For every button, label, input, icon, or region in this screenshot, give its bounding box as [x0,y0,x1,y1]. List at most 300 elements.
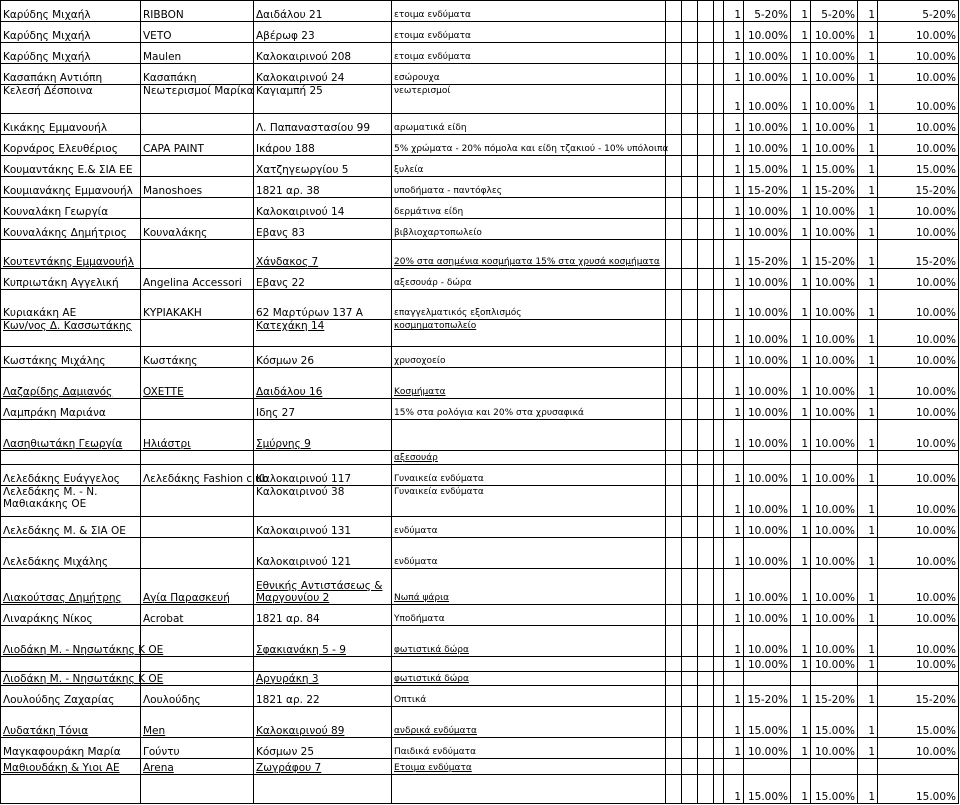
brand-cell[interactable]: Acrobat [141,604,254,625]
category-cell[interactable]: ενδύματα [392,517,666,538]
empty-cell[interactable] [682,419,698,450]
empty-cell[interactable] [698,268,714,289]
discount-cell[interactable]: 10.00% [744,738,791,759]
category-cell[interactable]: εσώρουχα [392,64,666,85]
empty-cell[interactable] [698,450,714,464]
empty-cell[interactable] [666,538,682,569]
discount-cell[interactable]: 10.00% [811,738,858,759]
count-cell[interactable]: 1 [858,239,878,268]
count-cell[interactable]: 1 [858,486,878,517]
discount-cell[interactable]: 10.00% [744,604,791,625]
count-cell[interactable]: 1 [791,85,811,114]
discount-cell[interactable]: 10.00% [744,517,791,538]
discount-cell[interactable]: 15.00% [878,707,959,738]
owner-cell[interactable]: Κουμιανάκης Εμμανουήλ [1,176,141,197]
count-cell[interactable] [724,759,744,774]
empty-cell[interactable] [714,43,724,64]
category-cell[interactable]: 20% στα ασημένια κοσμήματα 15% στα χρυσά κοσμήματα [392,239,666,268]
count-cell[interactable]: 1 [724,738,744,759]
empty-cell[interactable] [698,672,714,686]
brand-cell[interactable]: RIBBON [141,1,254,22]
discount-cell[interactable]: 10.00% [811,22,858,43]
empty-cell[interactable] [682,197,698,218]
count-cell[interactable]: 1 [858,134,878,155]
empty-cell[interactable] [714,656,724,671]
empty-cell[interactable] [698,569,714,604]
empty-cell[interactable] [714,320,724,347]
discount-cell[interactable]: 15-20% [811,176,858,197]
empty-cell[interactable] [682,450,698,464]
owner-cell[interactable]: Μαθιουδάκη & Υιοι ΑΕ [1,759,141,774]
empty-cell[interactable] [698,134,714,155]
discount-cell[interactable]: 10.00% [811,656,858,671]
empty-cell[interactable] [682,538,698,569]
discount-cell[interactable]: 10.00% [811,320,858,347]
category-cell[interactable] [392,419,666,450]
discount-cell[interactable]: 10.00% [744,538,791,569]
count-cell[interactable]: 1 [791,569,811,604]
discount-cell[interactable]: 10.00% [744,268,791,289]
category-cell[interactable]: ενδύματα [392,538,666,569]
empty-cell[interactable] [714,347,724,368]
count-cell[interactable]: 1 [724,486,744,517]
empty-cell[interactable] [682,569,698,604]
count-cell[interactable] [858,672,878,686]
count-cell[interactable] [791,450,811,464]
discount-cell[interactable]: 10.00% [811,538,858,569]
empty-cell[interactable] [682,604,698,625]
brand-cell[interactable]: Men [141,707,254,738]
count-cell[interactable]: 1 [791,320,811,347]
category-cell[interactable]: Οπτικά [392,686,666,707]
count-cell[interactable] [791,759,811,774]
count-cell[interactable]: 1 [724,239,744,268]
discount-cell[interactable]: 10.00% [878,347,959,368]
count-cell[interactable]: 1 [791,347,811,368]
category-cell[interactable]: 5% χρώματα - 20% πόμολα και είδη τζακιού - 10% υπόλοιπα [392,134,666,155]
count-cell[interactable]: 1 [791,656,811,671]
empty-cell[interactable] [714,218,724,239]
count-cell[interactable]: 1 [791,155,811,176]
empty-cell[interactable] [714,197,724,218]
empty-cell[interactable] [666,197,682,218]
count-cell[interactable]: 1 [858,604,878,625]
empty-cell[interactable] [698,176,714,197]
empty-cell[interactable] [666,113,682,134]
count-cell[interactable]: 1 [858,419,878,450]
empty-cell[interactable] [682,320,698,347]
empty-cell[interactable] [698,218,714,239]
count-cell[interactable]: 1 [724,22,744,43]
count-cell[interactable]: 1 [858,320,878,347]
brand-cell[interactable] [141,155,254,176]
category-cell[interactable]: Γυναικεία ενδύματα [392,465,666,486]
empty-cell[interactable] [682,774,698,803]
discount-cell[interactable]: 15.00% [744,707,791,738]
owner-cell[interactable] [1,774,141,803]
count-cell[interactable]: 1 [724,134,744,155]
address-cell[interactable]: Καλοκαιρινού 208 [254,43,392,64]
category-cell[interactable]: Υποδήματα [392,604,666,625]
count-cell[interactable]: 1 [858,43,878,64]
owner-cell[interactable]: Καρύδης Μιχαήλ [1,43,141,64]
empty-cell[interactable] [666,320,682,347]
owner-cell[interactable]: Μαγκαφουράκη Μαρία [1,738,141,759]
count-cell[interactable]: 1 [791,289,811,320]
address-cell[interactable]: 1821 αρ. 84 [254,604,392,625]
count-cell[interactable]: 1 [858,1,878,22]
discount-cell[interactable]: 10.00% [744,43,791,64]
empty-cell[interactable] [714,134,724,155]
count-cell[interactable] [858,759,878,774]
owner-cell[interactable]: Κυπριωτάκη Αγγελική [1,268,141,289]
count-cell[interactable]: 1 [858,197,878,218]
category-cell[interactable]: ετοιμα ενδύματα [392,43,666,64]
brand-cell[interactable]: Maulen [141,43,254,64]
address-cell[interactable]: Κόσμων 26 [254,347,392,368]
empty-cell[interactable] [682,85,698,114]
discount-cell[interactable]: 15-20% [744,686,791,707]
empty-cell[interactable] [714,759,724,774]
discount-cell[interactable]: 10.00% [878,517,959,538]
discount-cell[interactable]: 10.00% [878,218,959,239]
owner-cell[interactable]: Κωστάκης Μιχάλης [1,347,141,368]
owner-cell[interactable]: Λελεδάκης Μ. & ΣΙΑ ΟΕ [1,517,141,538]
empty-cell[interactable] [666,738,682,759]
brand-cell[interactable]: Angelina Accessori [141,268,254,289]
brand-cell[interactable]: OXETTE [141,368,254,399]
count-cell[interactable]: 1 [724,218,744,239]
category-cell[interactable]: αξεσουάρ - δώρα [392,268,666,289]
empty-cell[interactable] [666,672,682,686]
category-cell[interactable]: ετοιμα ενδύματα [392,1,666,22]
count-cell[interactable]: 1 [858,625,878,656]
owner-cell[interactable]: Λαμπράκη Μαριάνα [1,398,141,419]
discount-cell[interactable]: 10.00% [744,113,791,134]
empty-cell[interactable] [682,43,698,64]
count-cell[interactable]: 1 [724,465,744,486]
count-cell[interactable]: 1 [791,1,811,22]
address-cell[interactable]: 62 Μαρτύρων 137 Α [254,289,392,320]
empty-cell[interactable] [682,738,698,759]
empty-cell[interactable] [666,155,682,176]
empty-cell[interactable] [666,517,682,538]
discount-cell[interactable]: 10.00% [878,268,959,289]
count-cell[interactable]: 1 [724,538,744,569]
address-cell[interactable]: Χατζηγεωργίου 5 [254,155,392,176]
empty-cell[interactable] [714,155,724,176]
count-cell[interactable]: 1 [724,155,744,176]
empty-cell[interactable] [714,22,724,43]
discount-cell[interactable]: 10.00% [744,398,791,419]
empty-cell[interactable] [666,569,682,604]
discount-cell[interactable]: 10.00% [744,134,791,155]
empty-cell[interactable] [714,64,724,85]
discount-cell[interactable]: 10.00% [878,197,959,218]
count-cell[interactable]: 1 [724,398,744,419]
empty-cell[interactable] [666,398,682,419]
empty-cell[interactable] [682,517,698,538]
empty-cell[interactable] [698,155,714,176]
count-cell[interactable]: 1 [791,686,811,707]
count-cell[interactable]: 1 [858,85,878,114]
empty-cell[interactable] [714,672,724,686]
empty-cell[interactable] [666,368,682,399]
brand-cell[interactable]: Κωστάκης [141,347,254,368]
category-cell[interactable]: Γυναικεία ενδύματα [392,486,666,517]
empty-cell[interactable] [698,113,714,134]
count-cell[interactable] [858,450,878,464]
address-cell[interactable]: 1821 αρ. 38 [254,176,392,197]
address-cell[interactable]: Καλοκαιρινού 121 [254,538,392,569]
address-cell[interactable]: Εθνικής Αντιστάσεως & Μαργουνίου 2 [254,569,392,604]
address-cell[interactable]: Δαιδάλου 21 [254,1,392,22]
empty-cell[interactable] [682,368,698,399]
discount-cell[interactable]: 15.00% [878,155,959,176]
empty-cell[interactable] [714,176,724,197]
count-cell[interactable]: 1 [858,398,878,419]
count-cell[interactable]: 1 [858,707,878,738]
brand-cell[interactable] [141,517,254,538]
empty-cell[interactable] [666,218,682,239]
brand-cell[interactable] [141,486,254,517]
category-cell[interactable]: φωτιστικά δώρα [392,625,666,656]
empty-cell[interactable] [682,134,698,155]
discount-cell[interactable]: 10.00% [878,22,959,43]
discount-cell[interactable]: 10.00% [744,64,791,85]
empty-cell[interactable] [666,85,682,114]
owner-cell[interactable]: Κουναλάκης Δημήτριος [1,218,141,239]
empty-cell[interactable] [682,759,698,774]
empty-cell[interactable] [682,268,698,289]
category-cell[interactable]: Παιδικά ενδύματα [392,738,666,759]
empty-cell[interactable] [714,774,724,803]
discount-cell[interactable]: 10.00% [878,625,959,656]
discount-cell[interactable]: 10.00% [878,43,959,64]
count-cell[interactable]: 1 [791,538,811,569]
count-cell[interactable]: 1 [858,22,878,43]
address-cell[interactable]: Καλοκαιρινού 89 [254,707,392,738]
empty-cell[interactable] [698,465,714,486]
count-cell[interactable]: 1 [858,64,878,85]
empty-cell[interactable] [714,1,724,22]
count-cell[interactable]: 1 [791,43,811,64]
discount-cell[interactable]: 10.00% [811,85,858,114]
brand-cell[interactable]: Αγία Παρασκευή [141,569,254,604]
empty-cell[interactable] [714,419,724,450]
discount-cell[interactable] [744,759,791,774]
count-cell[interactable] [791,672,811,686]
category-cell[interactable]: ανδρικά ενδύματα [392,707,666,738]
count-cell[interactable]: 1 [791,368,811,399]
count-cell[interactable]: 1 [858,347,878,368]
count-cell[interactable]: 1 [791,738,811,759]
address-cell[interactable]: Ιδης 27 [254,398,392,419]
empty-cell[interactable] [714,239,724,268]
owner-cell[interactable]: Κελεσή Δέσποινα [1,85,141,114]
owner-cell[interactable]: Λιοδάκη Μ. - Νησωτάκης Κ ΟΕ [1,625,141,656]
empty-cell[interactable] [682,1,698,22]
address-cell[interactable] [254,450,392,464]
owner-cell[interactable]: Καρύδης Μιχαήλ [1,1,141,22]
empty-cell[interactable] [666,465,682,486]
owner-cell[interactable]: Λιναράκης Νίκος [1,604,141,625]
empty-cell[interactable] [698,1,714,22]
empty-cell[interactable] [682,625,698,656]
category-cell[interactable]: βιβλιοχαρτοπωλείο [392,218,666,239]
discount-cell[interactable]: 10.00% [744,320,791,347]
empty-cell[interactable] [666,774,682,803]
empty-cell[interactable] [682,289,698,320]
empty-cell[interactable] [698,538,714,569]
empty-cell[interactable] [698,759,714,774]
discount-cell[interactable]: 10.00% [744,569,791,604]
empty-cell[interactable] [714,625,724,656]
category-cell[interactable]: Κοσμήματα [392,368,666,399]
brand-cell[interactable]: Κασαπάκη [141,64,254,85]
discount-cell[interactable]: 10.00% [811,64,858,85]
count-cell[interactable]: 1 [724,774,744,803]
empty-cell[interactable] [698,656,714,671]
owner-cell[interactable]: Λελεδάκης Ευάγγελος [1,465,141,486]
empty-cell[interactable] [698,486,714,517]
count-cell[interactable]: 1 [791,398,811,419]
discount-cell[interactable]: 10.00% [744,289,791,320]
empty-cell[interactable] [714,368,724,399]
count-cell[interactable]: 1 [724,289,744,320]
address-cell[interactable]: Κόσμων 25 [254,738,392,759]
owner-cell[interactable]: Κουτεντάκης Εμμανουήλ [1,239,141,268]
owner-cell[interactable]: Κουναλάκη Γεωργία [1,197,141,218]
count-cell[interactable]: 1 [724,656,744,671]
count-cell[interactable]: 1 [724,569,744,604]
discount-cell[interactable]: 10.00% [811,419,858,450]
discount-cell[interactable]: 15.00% [744,155,791,176]
discount-cell[interactable]: 10.00% [878,320,959,347]
discount-cell[interactable]: 10.00% [811,517,858,538]
empty-cell[interactable] [714,486,724,517]
category-cell[interactable]: ξυλεία [392,155,666,176]
discount-cell[interactable]: 10.00% [878,538,959,569]
brand-cell[interactable]: Manoshoes [141,176,254,197]
category-cell[interactable]: επαγγελματικός εξοπλισμός [392,289,666,320]
empty-cell[interactable] [698,419,714,450]
address-cell[interactable]: Καγιαμπή 25 [254,85,392,114]
count-cell[interactable]: 1 [858,268,878,289]
category-cell[interactable]: 15% στα ρολόγια και 20% στα χρυσαφικά [392,398,666,419]
count-cell[interactable]: 1 [858,176,878,197]
empty-cell[interactable] [698,197,714,218]
empty-cell[interactable] [698,707,714,738]
address-cell[interactable]: 1821 αρ. 22 [254,686,392,707]
discount-cell[interactable]: 10.00% [878,398,959,419]
discount-cell[interactable] [744,450,791,464]
discount-cell[interactable]: 15-20% [878,176,959,197]
discount-cell[interactable]: 10.00% [811,625,858,656]
discount-cell[interactable]: 15-20% [811,686,858,707]
discount-cell[interactable]: 15.00% [811,774,858,803]
empty-cell[interactable] [666,419,682,450]
empty-cell[interactable] [714,113,724,134]
address-cell[interactable]: Αργυράκη 3 [254,672,392,686]
discount-cell[interactable]: 10.00% [744,22,791,43]
empty-cell[interactable] [682,486,698,517]
discount-cell[interactable]: 10.00% [878,486,959,517]
category-cell[interactable]: κοσμηματοπωλείο [392,320,666,347]
count-cell[interactable]: 1 [724,197,744,218]
count-cell[interactable]: 1 [724,419,744,450]
discount-cell[interactable]: 10.00% [878,368,959,399]
empty-cell[interactable] [698,347,714,368]
count-cell[interactable] [724,450,744,464]
owner-cell[interactable]: Κυριακάκη ΑΕ [1,289,141,320]
empty-cell[interactable] [698,85,714,114]
empty-cell[interactable] [666,176,682,197]
owner-cell[interactable]: Κικάκης Εμμανουήλ [1,113,141,134]
discount-cell[interactable] [878,450,959,464]
address-cell[interactable]: Ικάρου 188 [254,134,392,155]
empty-cell[interactable] [682,398,698,419]
discount-cell[interactable]: 10.00% [811,134,858,155]
address-cell[interactable]: Εβανς 22 [254,268,392,289]
empty-cell[interactable] [714,289,724,320]
count-cell[interactable]: 1 [791,176,811,197]
empty-cell[interactable] [698,686,714,707]
brand-cell[interactable]: Arena [141,759,254,774]
discount-cell[interactable]: 10.00% [878,604,959,625]
empty-cell[interactable] [714,450,724,464]
owner-cell[interactable]: Κορνάρος Ελευθέριος [1,134,141,155]
discount-cell[interactable] [878,759,959,774]
empty-cell[interactable] [698,625,714,656]
discount-cell[interactable]: 15.00% [878,774,959,803]
empty-cell[interactable] [666,486,682,517]
discount-cell[interactable]: 10.00% [811,268,858,289]
empty-cell[interactable] [714,738,724,759]
empty-cell[interactable] [714,569,724,604]
discount-cell[interactable]: 10.00% [878,465,959,486]
category-cell[interactable]: φωτιστικά δώρα [392,672,666,686]
discount-cell[interactable]: 10.00% [811,289,858,320]
empty-cell[interactable] [666,625,682,656]
owner-cell[interactable]: Κων/νος Δ. Κασσωτάκης [1,320,141,347]
empty-cell[interactable] [682,707,698,738]
owner-cell[interactable]: Κασαπάκη Αντιόπη [1,64,141,85]
owner-cell[interactable] [1,450,141,464]
empty-cell[interactable] [714,517,724,538]
count-cell[interactable]: 1 [791,604,811,625]
discount-cell[interactable]: 5-20% [811,1,858,22]
count-cell[interactable]: 1 [724,347,744,368]
brand-cell[interactable]: ΚΥΡΙΑΚΑΚΗ [141,289,254,320]
count-cell[interactable]: 1 [791,625,811,656]
empty-cell[interactable] [666,268,682,289]
count-cell[interactable]: 1 [791,218,811,239]
empty-cell[interactable] [666,239,682,268]
empty-cell[interactable] [714,707,724,738]
count-cell[interactable]: 1 [858,656,878,671]
count-cell[interactable]: 1 [858,738,878,759]
brand-cell[interactable]: CAPA PAINT [141,134,254,155]
category-cell[interactable]: δερμάτινα είδη [392,197,666,218]
brand-cell[interactable]: Λελεδάκης Fashion club [141,465,254,486]
empty-cell[interactable] [666,289,682,320]
empty-cell[interactable] [698,738,714,759]
discount-cell[interactable]: 15.00% [811,707,858,738]
owner-cell[interactable]: Λελεδάκης Μ. - Ν. Μαθιακάκης ΟΕ [1,486,141,517]
address-cell[interactable]: Καλοκαιρινού 14 [254,197,392,218]
address-cell[interactable]: Καλοκαιρινού 117 [254,465,392,486]
